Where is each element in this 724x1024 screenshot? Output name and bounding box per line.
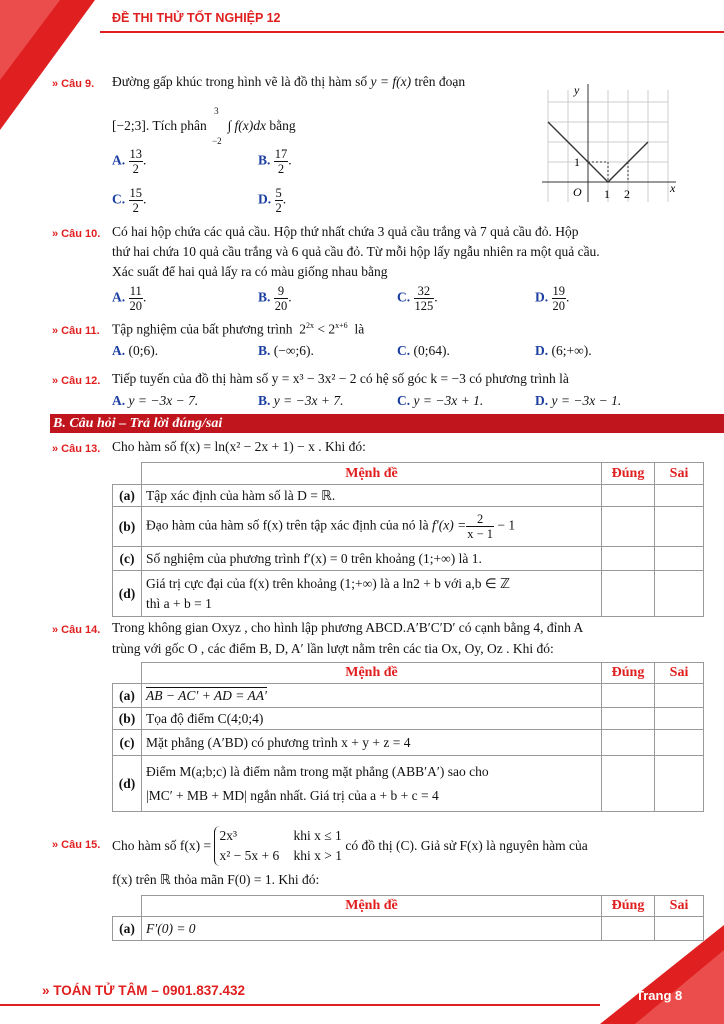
footer-rule — [0, 1004, 600, 1006]
true-cell[interactable] — [602, 571, 655, 617]
footer-brand: » TOÁN TỬ TÂM – 0901.837.432 — [42, 983, 246, 998]
false-cell[interactable] — [655, 708, 704, 730]
q11-option-c[interactable]: C. (0;64). — [397, 343, 450, 358]
true-cell[interactable] — [602, 684, 655, 708]
q9-line1: Đường gấp khúc trong hình vẽ là đồ thị hàm số y = f(x) trên đoạn — [112, 74, 466, 89]
q9-label: » Câu 9. — [52, 78, 95, 90]
table-row: (c) Mặt phẳng (A′BD) có phương trình x + y + z = 4 — [113, 730, 704, 756]
q9-graph — [540, 78, 680, 208]
table-row: (d) Giá trị cực đại của f(x) trên khoảng (1;+∞) là a ln2 + b với a,b ∈ ℤ thì a + b = 1 — [113, 571, 704, 617]
q10-option-b[interactable]: B. $\frac{9}{20}$ . — [258, 284, 292, 313]
false-cell[interactable] — [655, 684, 704, 708]
table-row: (a) F′(0) = 0 — [113, 917, 704, 941]
true-cell[interactable] — [602, 485, 655, 507]
q11-option-a[interactable]: A. (0;6). — [112, 343, 159, 358]
q14-label: » Câu 14. — [52, 624, 101, 636]
table-row: (c) Số nghiệm của phương trình f′(x) = 0 trên khoảng (1;+∞) là 1. — [113, 547, 704, 571]
true-cell[interactable] — [602, 730, 655, 756]
graph-origin: O — [573, 185, 582, 199]
q10-line1: Có hai hộp chứa các quả cầu. Hộp thứ nhất chứa 3 quả cầu trắng và 7 quả cầu đỏ. Hộp — [112, 224, 579, 239]
q12-option-a[interactable]: A. y = −3x − 7. — [112, 393, 199, 408]
q10-line3: Xác suất để hai quả lấy ra có màu giống nhau bằng — [112, 264, 388, 279]
false-cell[interactable] — [655, 507, 704, 547]
q11-option-d[interactable]: D. (6;+∞). — [535, 343, 592, 358]
false-cell[interactable] — [655, 730, 704, 756]
q9-line2: [−2;3]. Tích phân 3 −2 ∫ f(x)dx bằng — [112, 106, 296, 146]
q10-line2: thứ hai chứa 10 quả cầu trắng và 6 quả cầu đỏ. Từ mỗi hộp lấy ngẫu nhiên ra một quả cầu. — [112, 244, 600, 259]
false-cell[interactable] — [655, 756, 704, 812]
section-b-title: B. Câu hỏi – Trả lời đúng/sai — [50, 414, 724, 433]
graph-ytick: 1 — [574, 155, 580, 169]
q15-table: Mệnh đề Đúng Sai (a) F′(0) = 0 — [112, 895, 704, 941]
q13-table — [112, 462, 704, 617]
q10-option-c[interactable]: C. $\frac{32}{125}$ . — [397, 284, 438, 313]
q12-text: Tiếp tuyến của đồ thị hàm số y = x³ − 3x² − 2 có hệ số góc k = −3 có phương trình là — [112, 371, 569, 386]
graph-tick-1: 1 — [604, 187, 610, 201]
q9-option-a[interactable]: A. $\frac{13}{2}$ . — [112, 147, 147, 176]
graph-y-label: y — [574, 83, 580, 97]
true-header: Đúng — [602, 463, 655, 485]
q12-option-b[interactable]: B. y = −3x + 7. — [258, 393, 344, 408]
header-rule — [100, 31, 724, 33]
q9-option-b[interactable]: B. $\frac{17}{2}$ . — [258, 147, 292, 176]
true-cell[interactable] — [602, 708, 655, 730]
q15-line2: f(x) trên ℝ thỏa mãn F(0) = 1. Khi đó: — [112, 872, 320, 887]
q12-label: » Câu 12. — [52, 375, 101, 387]
q15-text: Cho hàm số f(x) = 2x³ khi x ≤ 1 x² − 5x + 6 khi x > 1 có đồ thị (C). Giả sử F(x) là nguyên hàm của — [112, 826, 588, 866]
true-cell[interactable] — [602, 756, 655, 812]
false-cell[interactable] — [655, 485, 704, 507]
false-header: Sai — [655, 463, 704, 485]
q9-option-d[interactable]: D. $\frac{5}{2}$ . — [258, 186, 287, 215]
q14-line2: trùng với gốc O , các điểm B, D, A′ lần lượt nằm trên các tia Ox, Oy, Oz . Khi đó: — [112, 641, 554, 656]
q14-table: Mệnh đề Đúng Sai (a) AB − AC′ + AD = AA′ (b) Tọa độ điểm C(4;0;4) (c) Mặt phẳng (A′BD) có phương trình x + y + z = 4 (d) Điểm M(a;b;c) là điểm nằm trong mặt phẳng (ABB′A′) sao cho |MC′ + MB + MD| ngắn nhất. Giá trị của a + b + c = 4 — [112, 662, 704, 812]
false-cell[interactable] — [655, 547, 704, 571]
q15-label: » Câu 15. — [52, 839, 101, 851]
q13-label: » Câu 13. — [52, 443, 101, 455]
table-row: (d) Điểm M(a;b;c) là điểm nằm trong mặt phẳng (ABB′A′) sao cho |MC′ + MB + MD| ngắn nhất. Giá trị của a + b + c = 4 — [113, 756, 704, 812]
false-cell[interactable] — [655, 571, 704, 617]
q11-option-b[interactable]: B. (−∞;6). — [258, 343, 314, 358]
header-title: ĐỀ THI THỬ TỐT NGHIỆP 12 — [112, 11, 281, 25]
q10-label: » Câu 10. — [52, 228, 101, 240]
q14-line1: Trong không gian Oxyz , cho hình lập phương ABCD.A′B′C′D′ có cạnh bằng 4, đỉnh A — [112, 620, 584, 635]
q13-text: Cho hàm số f(x) = ln(x² − 2x + 1) − x . Khi đó: — [112, 439, 366, 454]
table-row: (a) Tập xác định của hàm số là D = ℝ. — [113, 485, 704, 507]
q12-option-d[interactable]: D. y = −3x − 1. — [535, 393, 622, 408]
true-cell[interactable] — [602, 547, 655, 571]
table-row: (b) Đạo hàm của hàm số f(x) trên tập xác định của nó là f′(x) = $\frac{2}{x - 1}$ − 1 — [113, 507, 704, 547]
statement-header: Mệnh đề — [142, 463, 602, 485]
top-left-decoration — [0, 0, 110, 140]
q11-label: » Câu 11. — [52, 325, 100, 337]
table-row: (a) AB − AC′ + AD = AA′ — [113, 684, 704, 708]
q10-option-a[interactable]: A. $\frac{11}{20}$ . — [112, 284, 147, 313]
table-row: (b) Tọa độ điểm C(4;0;4) — [113, 708, 704, 730]
q12-option-c[interactable]: C. y = −3x + 1. — [397, 393, 484, 408]
q10-option-d[interactable]: D. $\frac{19}{20}$ . — [535, 284, 570, 313]
graph-tick-2: 2 — [624, 187, 630, 201]
true-cell[interactable] — [602, 507, 655, 547]
page-number: Trang 8 — [636, 988, 683, 1003]
graph-x-label: x — [670, 181, 676, 195]
q9-option-c[interactable]: C. $\frac{15}{2}$ . — [112, 186, 147, 215]
q11-text: Tập nghiệm của bất phương trình $2^{2x} < 2^{x+6}$ là — [112, 321, 365, 337]
bottom-right-decoration — [560, 925, 724, 1024]
